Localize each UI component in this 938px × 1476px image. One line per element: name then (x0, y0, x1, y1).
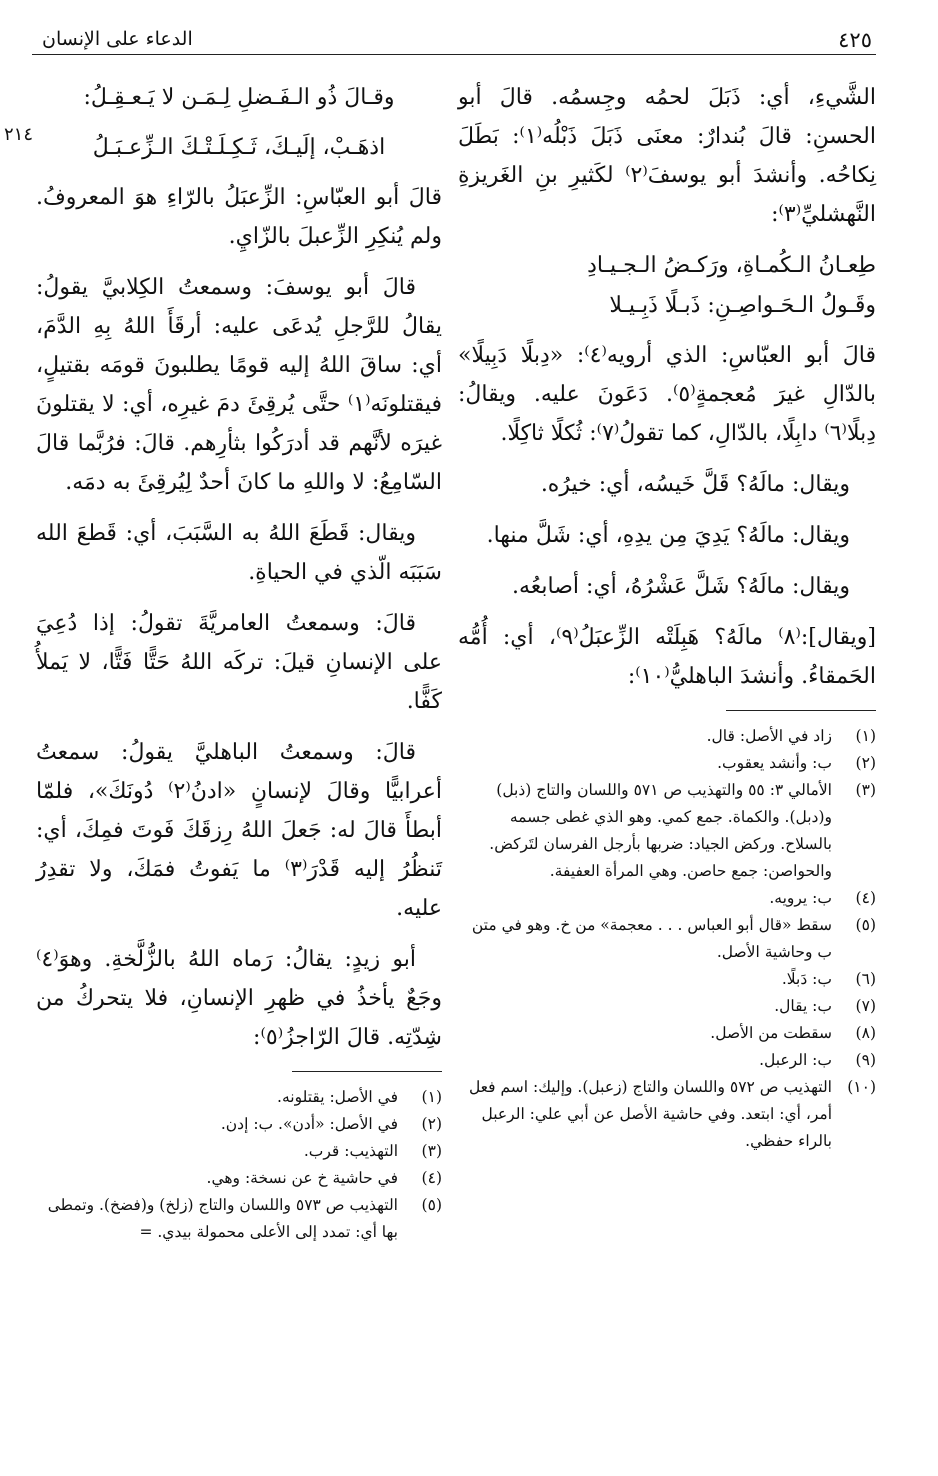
footnote-text: في حاشية خ عن نسخة: وهي. (206, 1169, 398, 1187)
footnote (458, 750, 876, 777)
verse-hemistich-second: وقَـولُ الـحَـواصِـنِ: ذَبـلًا ذَبِـيـلا (609, 293, 876, 318)
right-column (458, 78, 876, 1155)
footnote-number: (٧) (855, 997, 876, 1015)
paragraph: [ويقال]:⁽٨⁾ مالَهُ؟ هَبِلَتْه الزِّعبَلُ⁽٩⁾، أي: أُمُّه الحَمقاءُ. وأنشدَ الباهليُّ⁽١٠⁾: (458, 625, 876, 689)
footnote-text: التهذيب ص ٥٧٣ واللسان والتاج (زلخ) و(فضخ). وتمطى بها أي: تمدد إلى الأعلى محمولة بيدي. = (47, 1196, 398, 1241)
footnotes-right (458, 723, 876, 1155)
verse-text: اذهَـبْ، إلَيـكَ، ثَـكِـلَـتْـكَ الـزِّعـبَـلُ (92, 135, 386, 160)
footnote-number: (٨) (855, 1024, 876, 1042)
footnote (36, 1192, 442, 1246)
margin-reference-number: ٢١٤ (4, 124, 34, 145)
verse-intro: وقـالَ ذُو الـفَـضلِ لِـمَـن لا يَـعـقِـلُ: (83, 85, 395, 110)
footnote (36, 1165, 442, 1192)
footnote (458, 966, 876, 993)
footnote (458, 993, 876, 1020)
footnote-text: ب: يقال. (774, 997, 832, 1015)
footnote (458, 1047, 876, 1074)
footnotes-left (36, 1084, 442, 1246)
paragraph: قالَ أبو العبّاسِ: الذي أرويه⁽٤⁾: «دِبلًا دَبِيلًا» بالدّالِ غيرَ مُعجمةٍ⁽٥⁾. دَعَونَ عليه. ويقالُ: دِبلًا⁽٦⁾ دابِلًا، بالدّالِ، كما تقولُ⁽٧⁾: ثُكلًا ثاكِلًا. (458, 343, 876, 446)
footnote-text: سقط «قال أبو العباس . . . معجمة» من خ. وهو في متن ب وحاشية الأصل. (471, 916, 832, 961)
footnote (36, 1138, 442, 1165)
footnote-number: (٩) (855, 1051, 876, 1069)
paragraph: قالَ أبو العبّاسِ: الزِّعبَلُ بالرّاءِ هوَ المعروفُ. ولم يُنكِرِ الزِّعبلَ بالزّايِ. (36, 185, 442, 249)
paragraph: أبو زيدٍ: يقالُ: رَماه اللهُ بالزُّلَّخةِ. وهوَ⁽٤⁾ وجَعٌ يأخذُ في ظهرِ الإنسانِ، فلا يتحركُ من شِدّتِه. قالَ الرّاجزُ⁽٥⁾: (36, 947, 442, 1050)
footnote-text: التهذيب ص ٥٧٢ واللسان والتاج (زعبل). وإليك: اسم فعل أمر، أي: ابتعد. وفي حاشية الأصل عن أبي علي: الرعبل بالراء حفظي. (468, 1078, 832, 1150)
footnote (458, 777, 876, 885)
footnote-text: زاد في الأصل: قال. (706, 727, 832, 745)
footnote-text: في الأصل: «أدن». ب: إدن. (220, 1115, 398, 1133)
footnote-number: (٢) (855, 754, 876, 772)
footnote-separator (726, 710, 876, 711)
page-number: ٤٢٥ (838, 28, 872, 52)
footnote (458, 723, 876, 750)
footnote (458, 885, 876, 912)
paragraph: قالَ: وسمعتُ الباهليَّ يقولُ: سمعتُ أعرابيًّا وقالَ لإنسانٍ «ادنُ⁽٢⁾ دُونَكَ»، فلمّا أبطأَ قالَ له: جَعلَ اللهُ رِزقَكَ فَوتَ فمِكَ، أي: تَنظُرُ إليه قَدْرَ⁽٣⁾ ما يَفوتُ فمَكَ، ولا تقدِرُ عليه. (36, 740, 442, 921)
footnote-number: (١) (421, 1088, 442, 1106)
footnote-text: التهذيب: قرب. (303, 1142, 398, 1160)
footnote (36, 1111, 442, 1138)
paragraph: قالَ أبو يوسفَ: وسمعتُ الكِلابيَّ يقولُ: يقالُ للرَّجلِ يُدعَى عليه: أرقَأَ اللهُ بِهِ الدَّمَ، أي: ساقَ اللهُ إليه قومًا يطلبونَ قومَه بقتيلٍ، فيقتلونَه⁽١⁾ حتَّى يُرقِئَ دمَ غيرِه، أي: لا يقتلونَ غيرَه لأنَّهم قد أدرَكُوا بثأرِهم. قالَ: فرُبَّما قالَ السّامِعُ: لا واللهِ ما كانَ أحدٌ لِيُرقِئَ به دمَه. (36, 275, 442, 495)
paragraph: قالَ: وسمعتُ العامريَّةَ تقولُ: إذا دُعِيَ على الإنسانِ قيلَ: تركَه اللهُ حَتًّا فَتًّا، لا يَملأُ كَفًّا. (36, 611, 442, 714)
running-header (32, 28, 876, 55)
footnote-number: (١) (855, 727, 876, 745)
verse-line (36, 128, 442, 168)
footnote-text: في الأصل: يقتلونه. (277, 1088, 398, 1106)
left-column (36, 78, 442, 1246)
footnote-number: (٦) (855, 970, 876, 988)
paragraph: الشَّيءِ، أي: ذَبَلَ لحمُه وجِسمُه. قالَ أبو الحسنِ: قالَ بُندارٌ: معنَى ذَبَلَ ذَبْلُه⁽١⁾: بَطَلَ نِكاحُه. وأنشدَ أبو يوسفَ⁽٢⁾ لكَثيرِ بنِ الغَريزةِ النَّهشليِّ⁽٣⁾: (458, 85, 876, 227)
footnote-text: ب: وأنشد يعقوب. (717, 754, 832, 772)
footnote (458, 1074, 876, 1155)
footnote (458, 912, 876, 966)
verse-line (36, 78, 442, 118)
footnote-number: (٣) (421, 1142, 442, 1160)
footnote-text: الأمالي ٣: ٥٥ والتهذيب ص ٥٧١ واللسان والتاج (ذبل) و(دبل). والكماة. جمع كمي. وهو الذي غطى جسمه بالسلاح. وركض الجياد: ضربها بأرجل الفرسان لتَركض. والحواصن: جمع حاصن. وهي المرأة العفيفة. (489, 781, 832, 880)
paragraph: ويقال: مالَهُ؟ شَلَّ عَشْرُهُ، أي: أصابعُه. (512, 574, 850, 599)
footnote (458, 1020, 876, 1047)
running-title: الدعاء على الإنسان (42, 28, 193, 50)
footnote-number: (٤) (421, 1169, 442, 1187)
footnote-text: سقطت من الأصل. (710, 1024, 832, 1042)
footnote-text: ب: يرويه. (769, 889, 832, 907)
footnote-number: (٢) (421, 1115, 442, 1133)
footnote-number: (٣) (855, 781, 876, 799)
footnote-separator (292, 1071, 442, 1072)
paragraph: ويقال: قَطَعَ اللهُ به السَّبَبَ، أي: قَطعَ الله سَبَبَه الّذي في الحياةِ. (36, 521, 442, 585)
footnote-text: ب: دَبلًا. (781, 970, 832, 988)
footnote-number: (١٠) (847, 1078, 876, 1096)
footnote-number: (٥) (421, 1196, 442, 1214)
footnote-number: (٤) (855, 889, 876, 907)
paragraph: ويقال: مالَهُ؟ قَلَّ خَيسُه، أي: خيرُه. (540, 472, 850, 497)
footnote-number: (٥) (855, 916, 876, 934)
paragraph: ويقال: مالَهُ؟ يَدِيَ مِن يدِهِ، أي: شَلَّ منها. (486, 523, 850, 548)
verse-line (458, 246, 876, 326)
footnote-text: ب: الرعبل. (759, 1051, 832, 1069)
footnote (36, 1084, 442, 1111)
verse-hemistich-first: طِعـانُ الـكُمـاةِ، ورَكـضُ الـجـيـادِ (587, 253, 876, 278)
